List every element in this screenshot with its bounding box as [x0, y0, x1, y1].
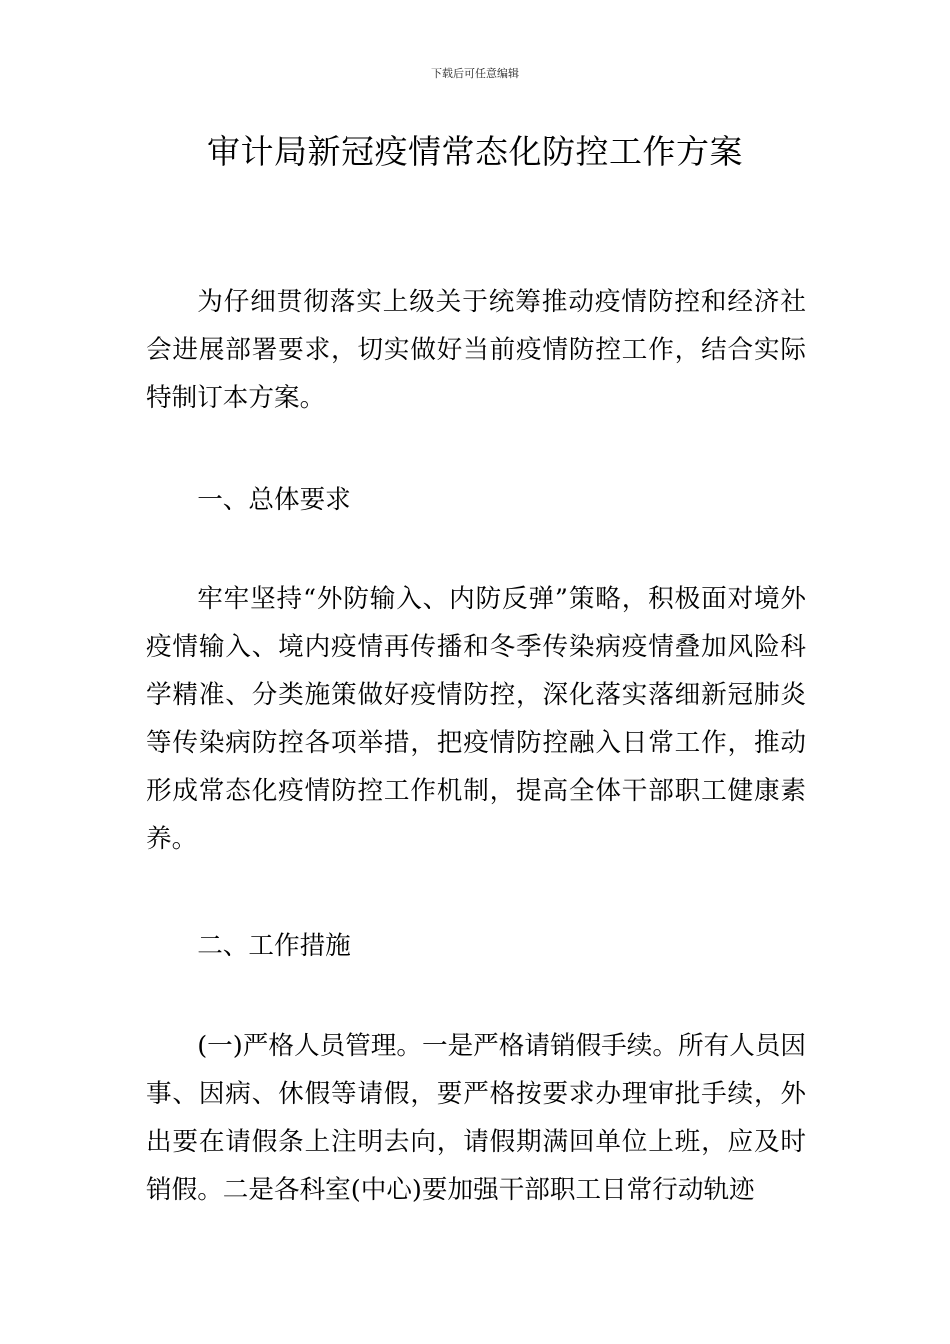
section-heading-overall-requirements: 一、总体要求 [197, 485, 351, 515]
header-note: 下载后可任意编辑 [431, 67, 519, 80]
overall-requirements-paragraph: 牢牢坚持“外防输入、内防反弹”策略，积极面对境外疫情输入、境内疫情再传播和冬季传染病疫情叠加风险科学精准、分类施策做好疫情防控，深化落实落细新冠肺炎等传染病防控各项举措，把疫情防控融入日常工作，推动形成常态化疫情防控工作机制，提高全体干部职工健康素养。 [146, 584, 806, 854]
document-title: 审计局新冠疫情常态化防控工作方案 [207, 132, 743, 171]
work-measures-paragraph: (一)严格人员管理。一是严格请销假手续。所有人员因事、因病、休假等请假，要严格按要求办理审批手续，外出要在请假条上注明去向，请假期满回单位上班，应及时销假。二是各科室(中心)要加强干部职工日常行动轨迹 [146, 1031, 806, 1205]
section-heading-work-measures: 二、工作措施 [197, 931, 351, 961]
intro-paragraph: 为仔细贯彻落实上级关于统筹推动疫情防控和经济社会进展部署要求，切实做好当前疫情防控工作，结合实际特制订本方案。 [146, 287, 806, 413]
